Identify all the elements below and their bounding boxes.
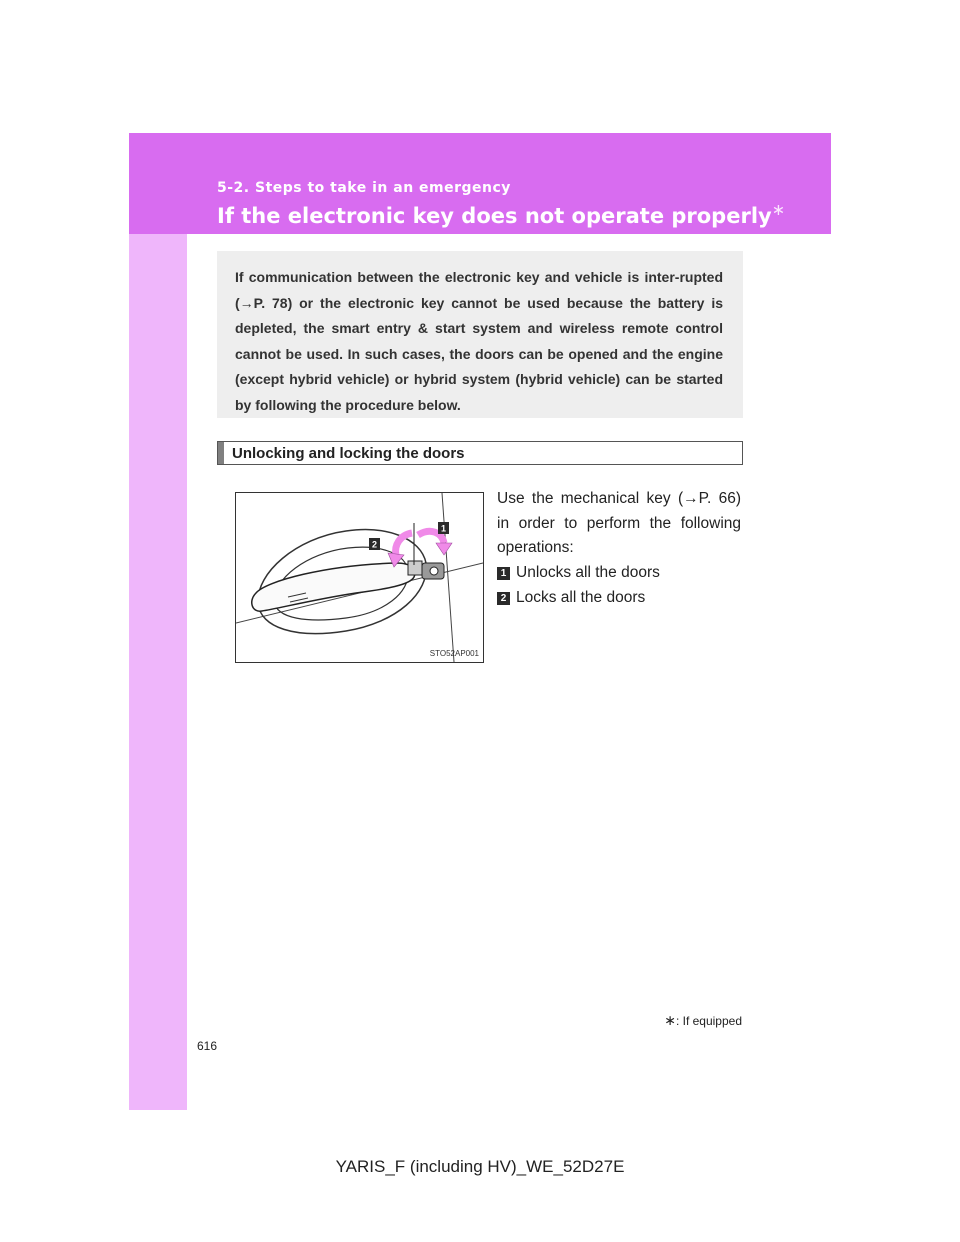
title-asterisk: ∗ [771,200,786,219]
body-text: Use the mechanical key (→P. 66) in order to perform the following operations: [497,490,741,556]
footnote [664,1012,742,1029]
step-2 [497,589,645,607]
lock-arrow [396,533,412,555]
step-number: 2 [497,592,510,605]
document-id-footer: YARIS_F (including HV)_WE_52D27E [335,1157,625,1176]
figure-code: STO52AP001 [429,649,479,658]
step-1 [497,564,660,582]
unlock-arrow-head [436,543,452,555]
step-text: Locks all the doors [516,589,646,606]
footnote-star: ∗ [664,1012,676,1028]
section-label: 5-2. Steps to take in an emergency [217,180,511,196]
footnote-text: : If equipped [675,1014,742,1028]
page-title-text: If the electronic key does not operate properly [217,204,772,228]
intro-box [217,251,743,418]
side-color-strip [129,133,187,1110]
key-hole [430,567,438,575]
subsection-marker [218,442,224,464]
intro-text: If communication between the electronic key and vehicle is inter-rupted (→P. 78) or the electronic key cannot be used because the battery is depleted, the smart entry & start system and wireless remote control cannot be used. In such cases, the doors can be opened and the engine (except hybrid vehicle) or hybrid system (hybrid vehicle) can be started by following the procedure below. [235,269,723,413]
door-handle-illustration [236,493,483,662]
page-title [217,200,785,228]
subsection-heading [217,441,743,465]
callout-2-label: 2 [371,539,378,550]
page-number: 616 [197,1039,218,1053]
key-cylinder [408,561,422,575]
callout-1-label: 1 [440,523,447,534]
step-number: 1 [497,567,510,580]
door-handle-figure [235,492,484,663]
step-text: Unlocks all the doors [516,564,660,581]
subsection-title: Unlocking and locking the doors [232,445,465,462]
handle-grip [252,563,415,611]
